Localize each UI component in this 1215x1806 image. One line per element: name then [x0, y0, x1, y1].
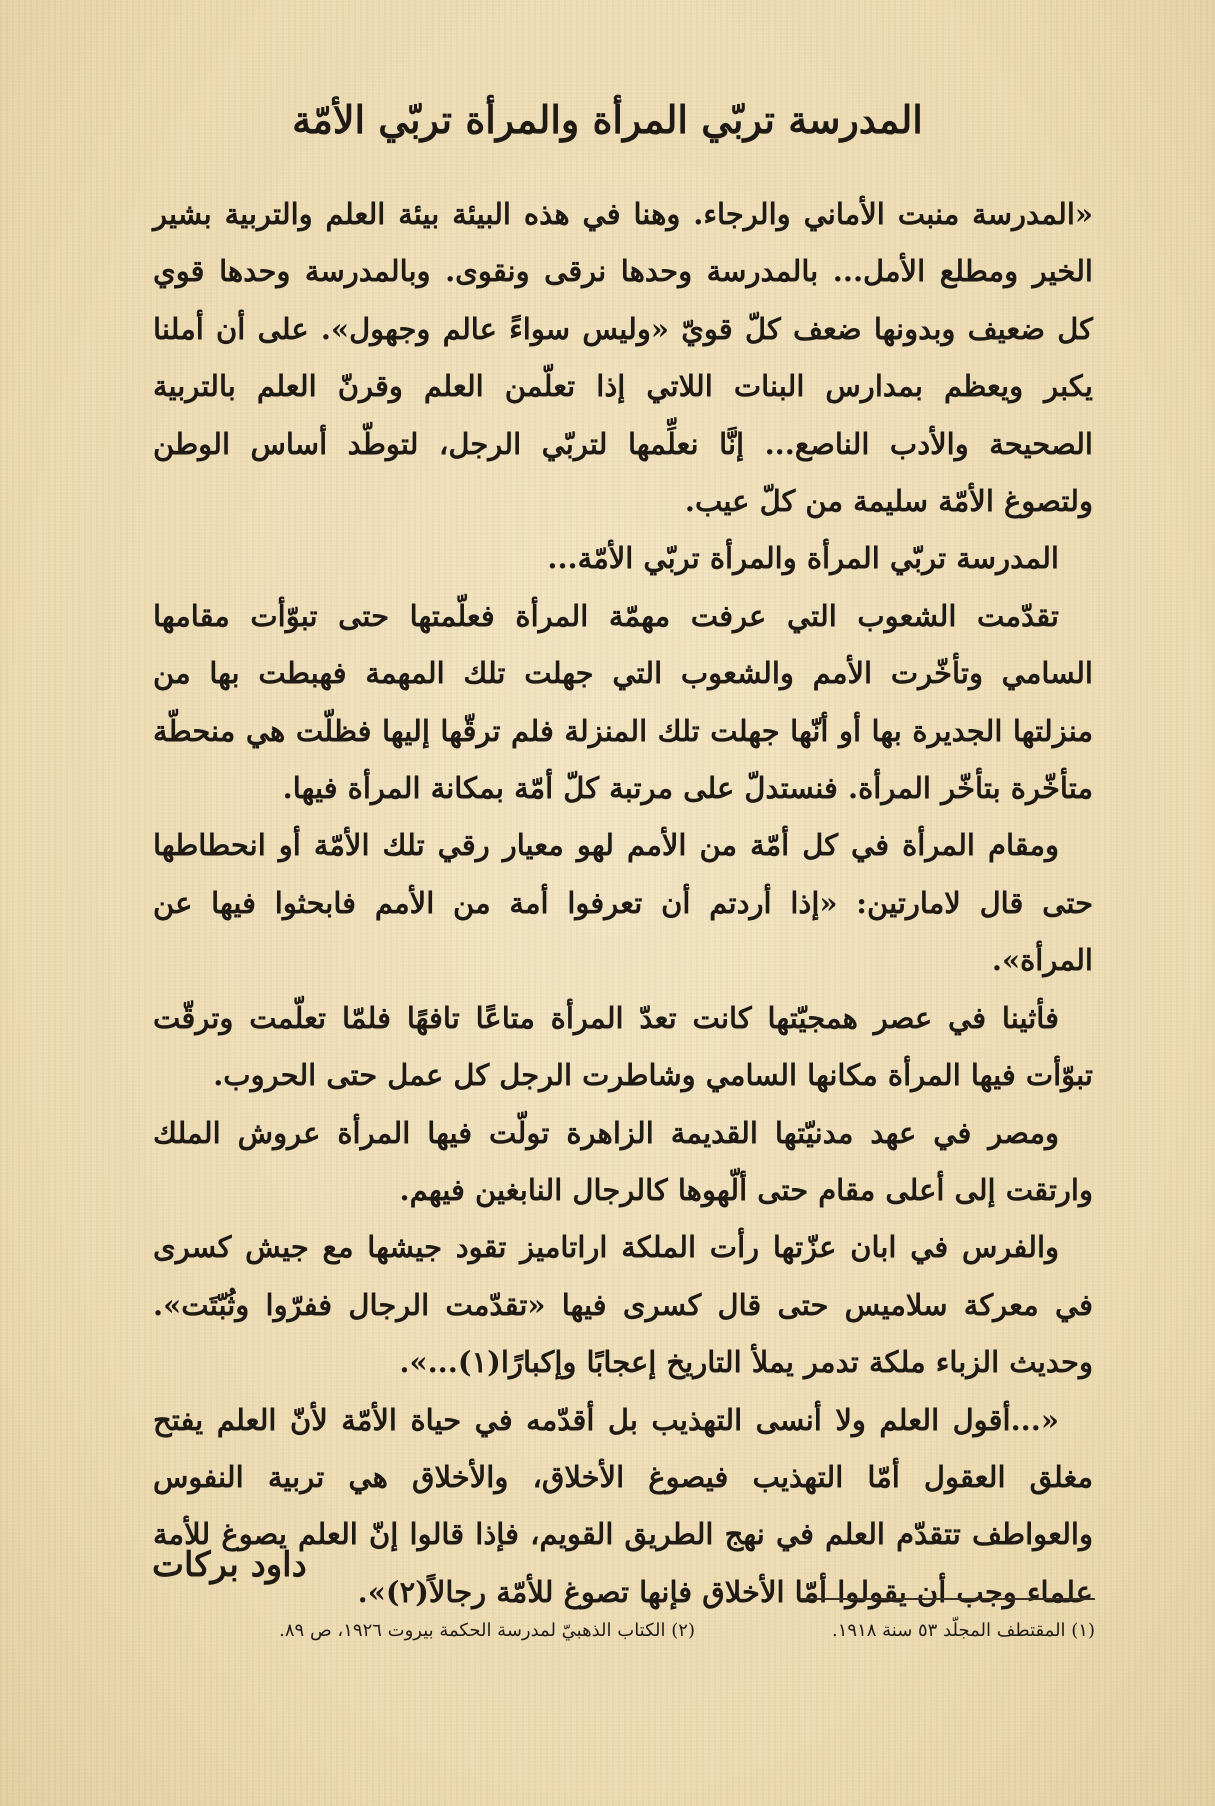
article-body — [153, 186, 1093, 1621]
paragraph-5: فأثينا في عصر همجيّتها كانت تعدّ المرأة متاعًا تافهًا فلمّا تعلّمت وترقّت تبوّأت فيها المرأة مكانها السامي وشاطرت الرجل كل عمل حتى الحروب. — [153, 1000, 1093, 1093]
paragraph-2: المدرسة تربّي المرأة والمرأة تربّي الأمّة... — [547, 541, 1059, 576]
footnote-divider — [800, 1598, 1095, 1600]
author-signature: داود بركات — [152, 1545, 307, 1585]
footnote-2: (٢) الكتاب الذهبيّ لمدرسة الحكمة بيروت ١٩٢٦، ص ٨٩. — [279, 1620, 695, 1641]
paragraph-6: ومصر في عهد مدنيّتها القديمة الزاهرة تولّت فيها المرأة عروش الملك وارتقت إلى أعلى مقام حتى ألّهوها كالرجال النابغين فيهم. — [153, 1115, 1093, 1207]
page-title: المدرسة تربّي المرأة والمرأة تربّي الأمّة — [292, 97, 923, 142]
paragraph-8: «...أقول العلم ولا أنسى التهذيب بل أقدّمه في حياة الأمّة لأنّ العلم يفتح مغلق العقول أمّا التهذيب فيصوغ الأخلاق، والأخلاق هي تربية النفوس والعواطف تتقدّم العلم في نهج الطريق القويم، فإذا قالوا إنّ العلم يصوغ للأمة علماء وجب أن يقولوا أمّا الأخلاق فإنها تصوغ للأمّة رجالاً(٢)». — [153, 1402, 1093, 1609]
paragraph-1: «المدرسة منبت الأماني والرجاء. وهنا في هذه البيئة بيئة العلم والتربية بشير الخير ومطلع الأمل... بالمدرسة وحدها نرقى ونقوى. وبالمدرسة وحدها قوي كل ضعيف وبدونها ضعف كلّ قويّ «وليس سواءً عالم وجهول». على أن أملنا يكبر ويعظم بمدارس البنات اللاتي إذا تعلّمن العلم وقرنّ العلم بالتربية الصحيحة والأدب الناصع... إنَّا نعلِّمها لتربّي الرجل، لتوطّد أساس الوطن ولتصوغ الأمّة سليمة من كلّ عيب. — [153, 197, 1094, 519]
paragraph-4: ومقام المرأة في كل أمّة من الأمم لهو معيار رقي تلك الأمّة أو انحطاطها حتى قال لامارتين: «إذا أردتم أن تعرفوا أمة من الأمم فابحثوا فيها عن المرأة». — [153, 828, 1093, 978]
paragraph-3: تقدّمت الشعوب التي عرفت مهمّة المرأة فعلّمتها حتى تبوّأت مقامها السامي وتأخّرت الأمم والشعوب التي جهلت تلك المهمة فهبطت بها من منزلتها الجديرة بها أو أنّها جهلت تلك المنزلة فلم ترقّها إليها فظلّت هي منحطّة متأخّرة بتأخّر المرأة. فنستدلّ على مرتبة كلّ أمّة بمكانة المرأة فيها. — [153, 598, 1093, 806]
footnote-1: (١) المقتطف المجلّد ٥٣ سنة ١٩١٨. — [832, 1620, 1095, 1641]
paragraph-7: والفرس في ابان عزّتها رأت الملكة اراتاميز تقود جيشها مع جيش كسرى في معركة سلاميس حتى قال كسرى فيها «تقدّمت الرجال ففرّوا وثُبّتَت». وحديث الزباء ملكة تدمر يملأ التاريخ إعجابًا وإكبارًا(١)...». — [153, 1230, 1093, 1380]
